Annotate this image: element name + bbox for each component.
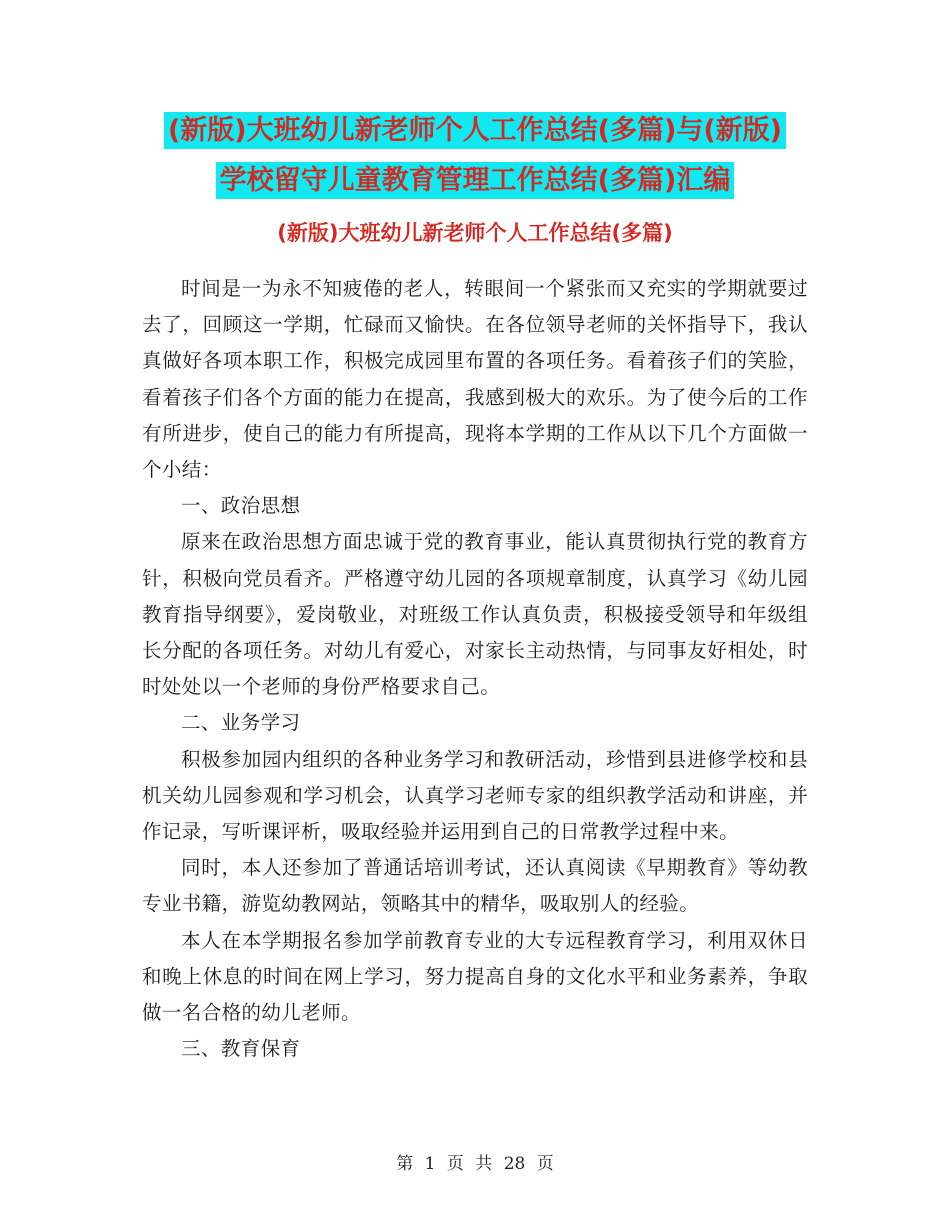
document-body: [142, 271, 808, 1067]
heading-study: 二、业务学习: [181, 711, 301, 735]
paragraph-study: 积极参加园内组织的各种业务学习和教研活动，珍惜到县进修学校和县机关幼儿园参观和学习机会，认真学习老师专家的组织教学活动和讲座，并作记录，写听课评析，吸取经验并运用到自己的日常教学过程中来。: [142, 747, 808, 844]
paragraph-intro: 时间是一为永不知疲倦的老人，转眼间一个紧张而又充实的学期就要过去了，回顾这一学期，忙碌而又愉快。在各位领导老师的关怀指导下，我认真做好各项本职工作，积极完成园里布置的各项任务。看着孩子们的笑脸，看着孩子们各个方面的能力在提高，我感到极大的欢乐。为了使今后的工作有所进步，使自己的能力有所提高，现将本学期的工作从以下几个方面做一个小结：: [142, 277, 808, 482]
title-line-1-text: (新版)大班幼儿新老师个人工作总结(多篇)与(新版): [164, 112, 786, 149]
document-title-line-1: [0, 106, 950, 156]
document-title: [0, 106, 950, 206]
paragraph-distance-learning: 本人在本学期报名参加学前教育专业的大专远程教育学习，利用双休日和晚上休息的时间在网上学习，努力提高自身的文化水平和业务素养，争取做一名合格的幼儿老师。: [142, 928, 808, 1025]
document-title-line-2: [0, 156, 950, 206]
heading-politics: 一、政治思想: [181, 494, 301, 518]
title-line-2-text: 学校留守儿童教育管理工作总结(多篇)汇编: [216, 162, 735, 199]
paragraph-politics: 原来在政治思想方面忠诚于党的教育事业，能认真贯彻执行党的教育方针，积极向党员看齐。严格遵守幼儿园的各项规章制度，认真学习《幼儿园教育指导纲要》，爱岗敬业，对班级工作认真负责，积极接受领导和年级组长分配的各项任务。对幼儿有爱心，对家长主动热情，与同事友好相处，时时处处以一个老师的身份严格要求自己。: [142, 530, 808, 699]
paragraph-mandarin: 同时，本人还参加了普通话培训考试，还认真阅读《早期教育》等幼教专业书籍，游览幼教网站，领略其中的精华，吸取别人的经验。: [142, 856, 808, 916]
section-title: (新版)大班幼儿新老师个人工作总结(多篇): [277, 221, 673, 245]
page-footer: 第 1 页 共 28 页: [396, 1154, 554, 1174]
heading-education-care: 三、教育保育: [181, 1037, 301, 1061]
